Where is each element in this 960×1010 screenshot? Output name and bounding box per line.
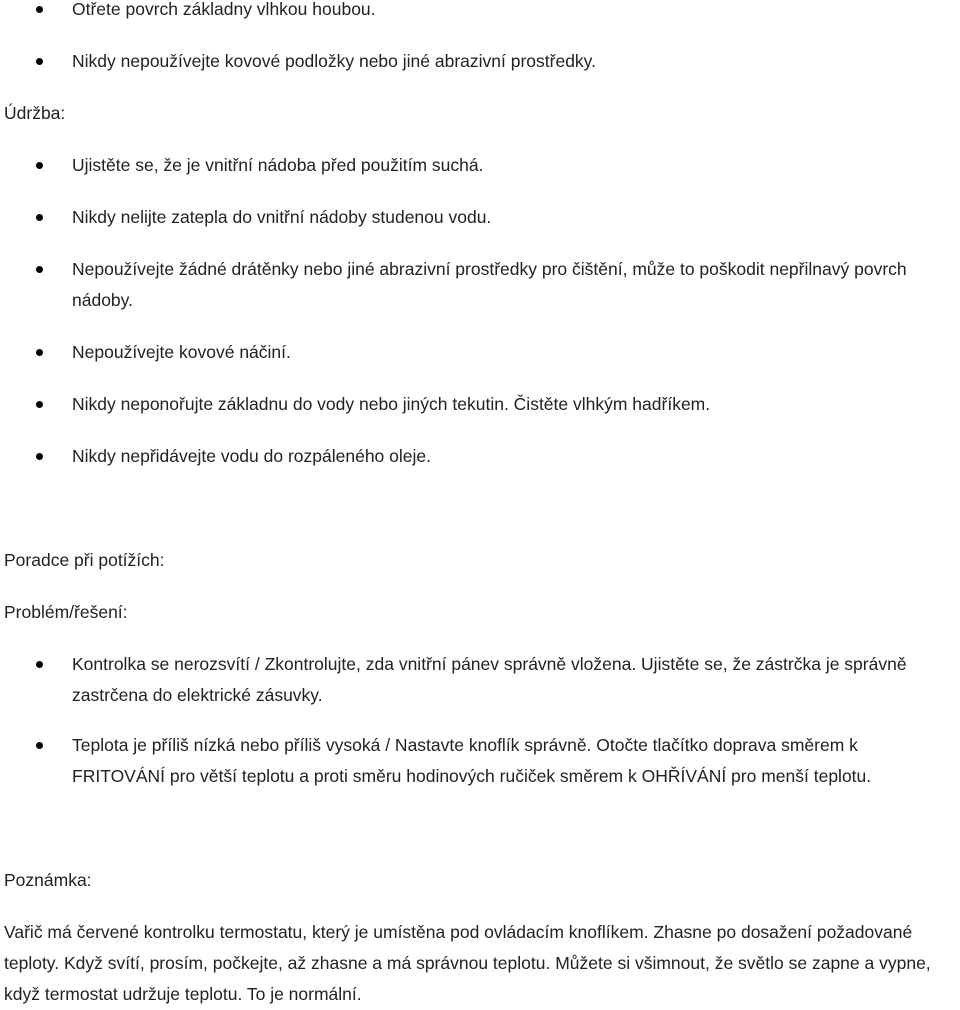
list-item-text: Nikdy nepřidávejte vodu do rozpáleného oleje. (72, 446, 431, 466)
maintenance-list (0, 150, 960, 472)
list-item-text: Nikdy nepoužívejte kovové podložky nebo jiné abrazivní prostředky. (72, 51, 596, 71)
bullet-icon (36, 6, 43, 13)
bullet-icon (36, 214, 43, 221)
list-item-text: Kontrolka se nerozsvítí / Zkontrolujte, zda vnitřní pánev správně vložena. Ujistěte se, že zástrčka je správně zastrčena do elektrické zásuvky. (72, 654, 907, 705)
note-paragraph: Vařič má červené kontrolku termostatu, který je umístěna pod ovládacím knoflíkem. Zhasne po dosažení požadované teploty. Když svítí, prosím, počkejte, až zhasne a má správnou teplotu. Můžete si všimnout, že světlo se zapne a vypne, když termostat udržuje teplotu. To je normální. (4, 922, 931, 1004)
list-item (0, 46, 960, 77)
list-item-text: Nepoužívejte kovové náčiní. (72, 342, 291, 362)
cleaning-list (0, 0, 960, 77)
list-item-text: Teplota je příliš nízká nebo příliš vysoká / Nastavte knoflík správně. Otočte tlačítko doprava směrem k FRITOVÁNÍ pro větší teplotu a proti směru hodinových ručiček směrem k OHŘÍVÁNÍ pro menší teplotu. (72, 735, 872, 786)
list-item-text: Nepoužívejte žádné drátěnky nebo jiné abrazivní prostředky pro čištění, může to poškodit nepřilnavý povrch nádoby. (72, 259, 907, 310)
troubleshooting-list (0, 649, 960, 792)
list-item (0, 0, 960, 25)
list-item-text: Nikdy neponořujte základnu do vody nebo jiných tekutin. Čistěte vlhkým hadříkem. (72, 394, 711, 414)
list-item-text: Otřete povrch základny vlhkou houbou. (72, 0, 376, 19)
list-item (0, 649, 960, 711)
list-item (0, 202, 960, 233)
bullet-icon (36, 401, 43, 408)
note-heading: Poznámka: (4, 870, 92, 890)
bullet-icon (36, 661, 43, 668)
list-item-text: Nikdy nelijte zatepla do vnitřní nádoby studenou vodu. (72, 207, 492, 227)
list-item (0, 254, 960, 316)
troubleshooting-subheading: Problém/řešení: (4, 602, 128, 622)
bullet-icon (36, 58, 43, 65)
list-item (0, 730, 960, 792)
bullet-icon (36, 266, 43, 273)
list-item-text: Ujistěte se, že je vnitřní nádoba před použitím suchá. (72, 155, 484, 175)
list-item (0, 337, 960, 368)
bullet-icon (36, 162, 43, 169)
list-item (0, 389, 960, 420)
bullet-icon (36, 742, 43, 749)
bullet-icon (36, 453, 43, 460)
list-item (0, 441, 960, 472)
bullet-icon (36, 349, 43, 356)
maintenance-heading: Údržba: (4, 103, 66, 123)
troubleshooting-heading: Poradce při potížích: (4, 550, 165, 570)
list-item (0, 150, 960, 181)
